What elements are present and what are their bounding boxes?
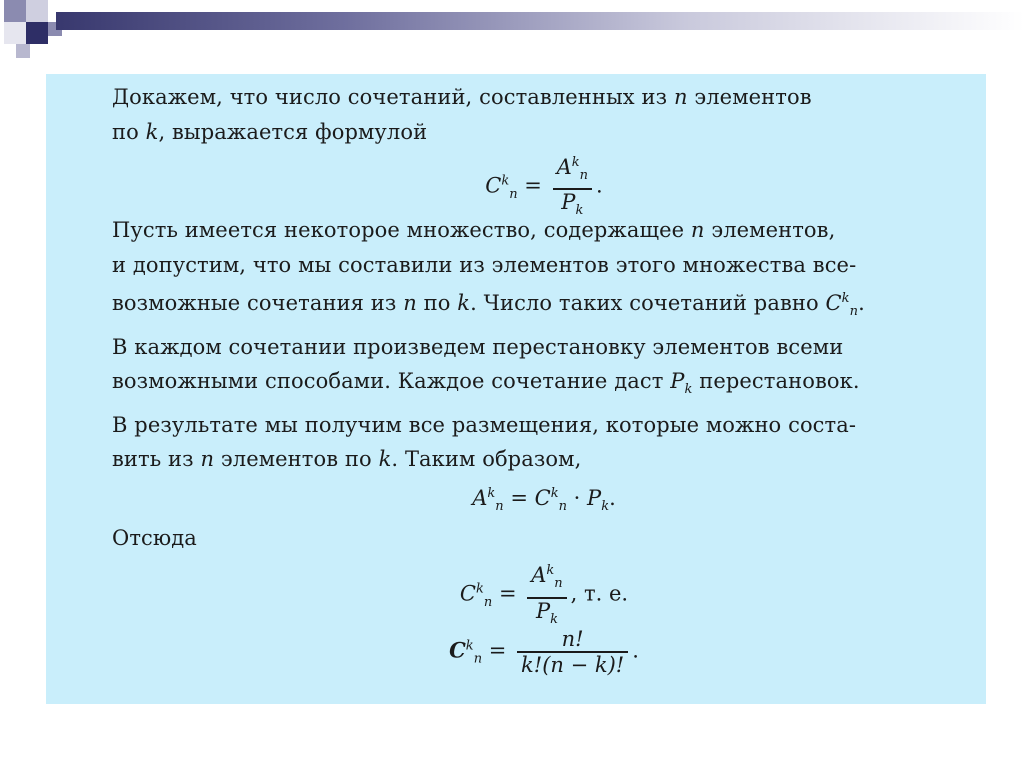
header-gradient-bar	[56, 12, 1024, 30]
paragraph-proof: Пусть имеется некоторое множество, содержащее n элементов, и допустим, что мы составили из элементов этого множества все- возможные сочетания из n по k. Число таких сочетаний равно $C^k_n$. В каждом сочетании произведем перестановку элементов всеми возможными способами. Каждое сочетание даст $P_k$ перестановок. В результате мы получим все размещения, которые можно соста- вить из n элементов по k. Таким образом,	[112, 218, 865, 472]
content-panel	[46, 74, 986, 704]
decor-square	[16, 44, 30, 58]
fraction: $\frac{A^k_n}{P_k}$	[553, 151, 592, 223]
decor-square	[4, 22, 26, 44]
paragraph-intro: Докажем, что число сочетаний, составленных из n элементов по k, выражается формулой	[112, 85, 812, 144]
decor-square	[26, 22, 48, 44]
formula-combinations-factorial: $C^k_n$ = $\frac{n!}{k!(n - k)!}$ .	[449, 627, 639, 678]
formula-combinations-ratio: $C^k_n$ = $\frac{A^k_n}{P_k}$ , т. е.	[112, 559, 976, 625]
slide-header-decoration	[0, 0, 1024, 60]
formula-arrangements-product: $A^k_n = C^k_n \cdot P_k$.	[472, 485, 616, 515]
formula-combinations-definition: $C^k_n$ = $\frac{A^k_n}{P_k}$ .	[112, 151, 976, 213]
decor-square	[26, 0, 48, 22]
fraction: $\frac{n!}{k!(n - k)!}$	[517, 627, 628, 677]
paragraph-hence: Отсюда	[112, 525, 197, 550]
decor-square	[4, 0, 26, 22]
fraction: $\frac{A^k_n}{P_k}$	[527, 559, 566, 631]
